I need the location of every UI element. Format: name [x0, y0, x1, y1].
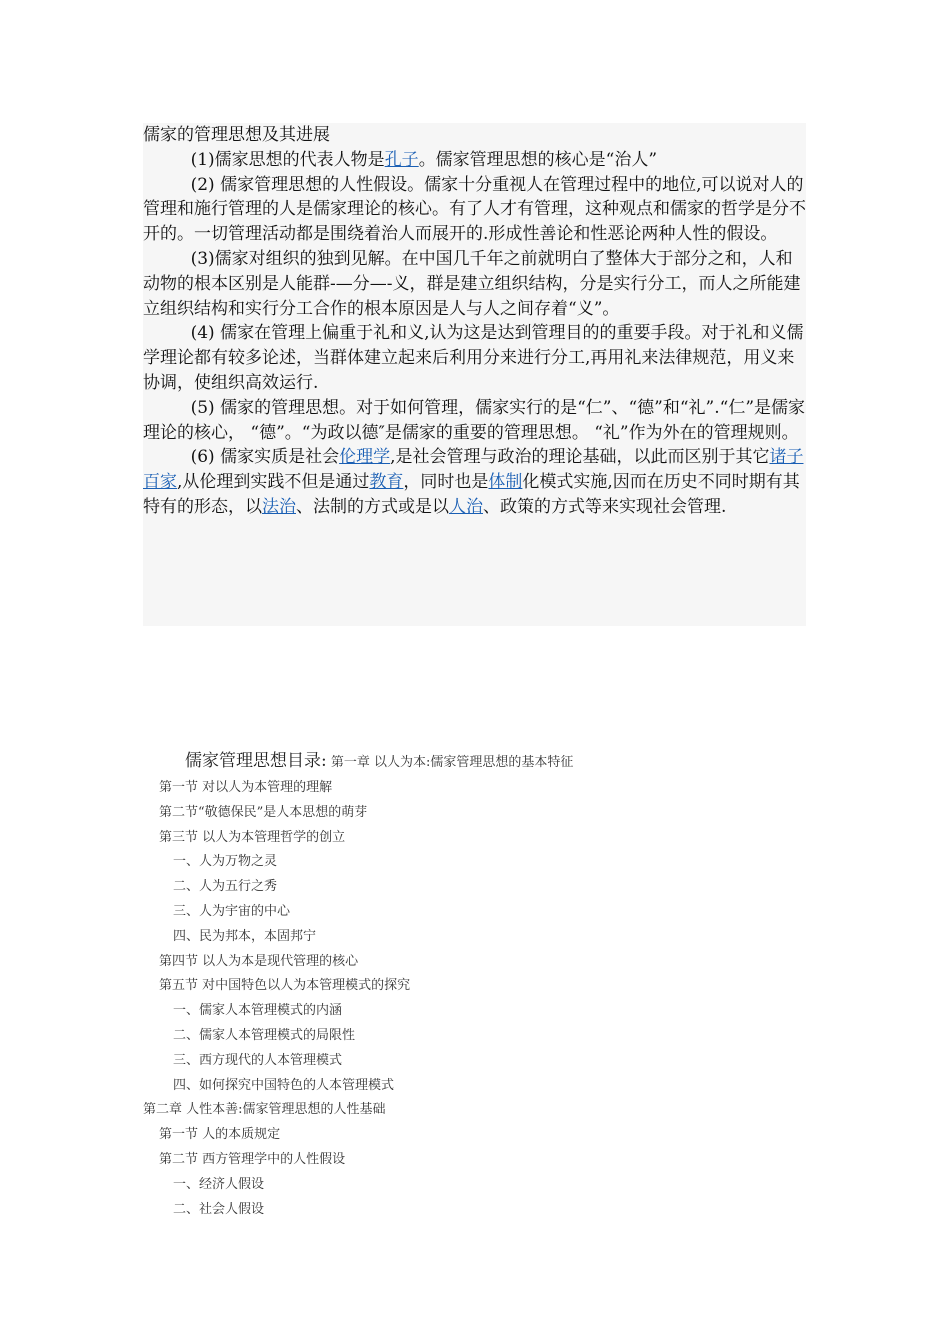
toc-item: 第四节 以人为本是现代管理的核心 [159, 953, 359, 969]
toc-item: 四、如何探究中国特色的人本管理模式 [173, 1077, 395, 1093]
link-kongzi[interactable]: 孔子 [384, 149, 419, 170]
link-zhuzibaijia[interactable]: 诸子百家 [143, 447, 804, 493]
toc-item: 第一节 人的本质规定 [159, 1127, 281, 1143]
toc-item: 第三节 以人为本管理哲学的创立 [159, 829, 346, 845]
toc-item: 四、民为邦本，本固邦宁 [173, 928, 317, 944]
toc-title: 儒家管理思想目录: [185, 751, 327, 771]
paragraph-1-text-a: (1)儒家思想的代表人物是 [190, 149, 385, 170]
toc-item: 一、经济人假设 [173, 1176, 265, 1192]
toc-chapter-1: 第一章 以人为本:儒家管理思想的基本特征 [330, 755, 574, 770]
toc-item: 一、儒家人本管理模式的内涵 [173, 1003, 343, 1019]
paragraph-6-text-c: ,从伦理到实践不但是通过 [177, 472, 370, 493]
toc-item: 第五节 对中国特色以人为本管理模式的探究 [159, 978, 411, 994]
paragraph-1-text-b: 。儒家管理思想的核心是“治人” [418, 149, 658, 170]
link-fazhi[interactable]: 法治 [262, 496, 296, 517]
toc-item: 第二章 人性本善:儒家管理思想的人性基础 [143, 1102, 386, 1118]
paragraph-6 [143, 445, 806, 519]
toc-item: 二、儒家人本管理模式的局限性 [173, 1027, 356, 1043]
toc-item: 二、人为五行之秀 [173, 879, 278, 895]
paragraph-6-text-b: ,是社会管理与政治的理论基础，以此而区别于其它 [390, 447, 770, 468]
paragraph-1 [143, 148, 806, 173]
essay-title: 儒家的管理思想及其进展 [143, 125, 330, 145]
link-renzhi[interactable]: 人治 [449, 496, 483, 517]
toc-heading [185, 746, 843, 776]
paragraph-6-text-e: 化模式实施,因而在历史不同时期有其特有的形态，以 [143, 472, 800, 517]
paragraph-3: (3)儒家对组织的独到见解。在中国几千年之前就明白了整体大于部分之和，人和动物的根本区别是人能群-—分—-义，群是建立组织结构，分是实行分工，而人之所能建立组织结构和实行分工合作的根本原因是人与人之间存着“义”。 [143, 248, 801, 319]
table-of-contents [143, 746, 843, 1222]
paragraph-6-text-a: (6) 儒家实质是社会 [190, 447, 340, 468]
toc-item: 三、人为宇宙的中心 [173, 903, 291, 919]
toc-item: 三、西方现代的人本管理模式 [173, 1052, 343, 1068]
essay-block [143, 123, 806, 626]
paragraph-5: (5) 儒家的管理思想。对于如何管理，儒家实行的是“仁”、“德”和“礼”.“仁”是儒家理论的核心， “德”。“为政以德″是儒家的重要的管理思想。 “礼”作为外在的管理规则。 [143, 397, 806, 443]
link-tizhi[interactable]: 体制 [488, 472, 523, 493]
toc-item: 第二节“敬德保民”是人本思想的萌芽 [159, 804, 368, 820]
paragraph-2: (2) 儒家管理思想的人性假设。儒家十分重视人在管理过程中的地位,可以说对人的管理和施行管理的人是儒家理论的核心。有了人才有管理，这种观点和儒家的哲学是分不开的。一切管理活动都是围绕着治人而展开的.形成性善论和性恶论两种人性的假设。 [143, 174, 806, 245]
paragraph-4: (4) 儒家在管理上偏重于礼和义,认为这是达到管理目的的重要手段。对于礼和义儒学理论都有较多论述，当群体建立起来后利用分来进行分工,再用礼来法律规范，用义来协调，使组织高效运行. [143, 323, 804, 393]
link-lunlixue[interactable]: 伦理学 [339, 447, 391, 468]
paragraph-6-text-g: 、政策的方式等来实现社会管理. [483, 496, 727, 517]
paragraph-6-text-d: ，同时也是 [403, 472, 489, 493]
toc-item: 一、人为万物之灵 [173, 854, 278, 870]
toc-item: 二、社会人假设 [173, 1201, 265, 1217]
toc-item: 第一节 对以人为本管理的理解 [159, 780, 333, 795]
paragraph-6-text-f: 、法制的方式或是以 [296, 496, 449, 517]
toc-list [143, 776, 843, 1222]
toc-item: 第二节 西方管理学中的人性假设 [159, 1151, 346, 1167]
link-jiaoyu[interactable]: 教育 [369, 472, 404, 493]
